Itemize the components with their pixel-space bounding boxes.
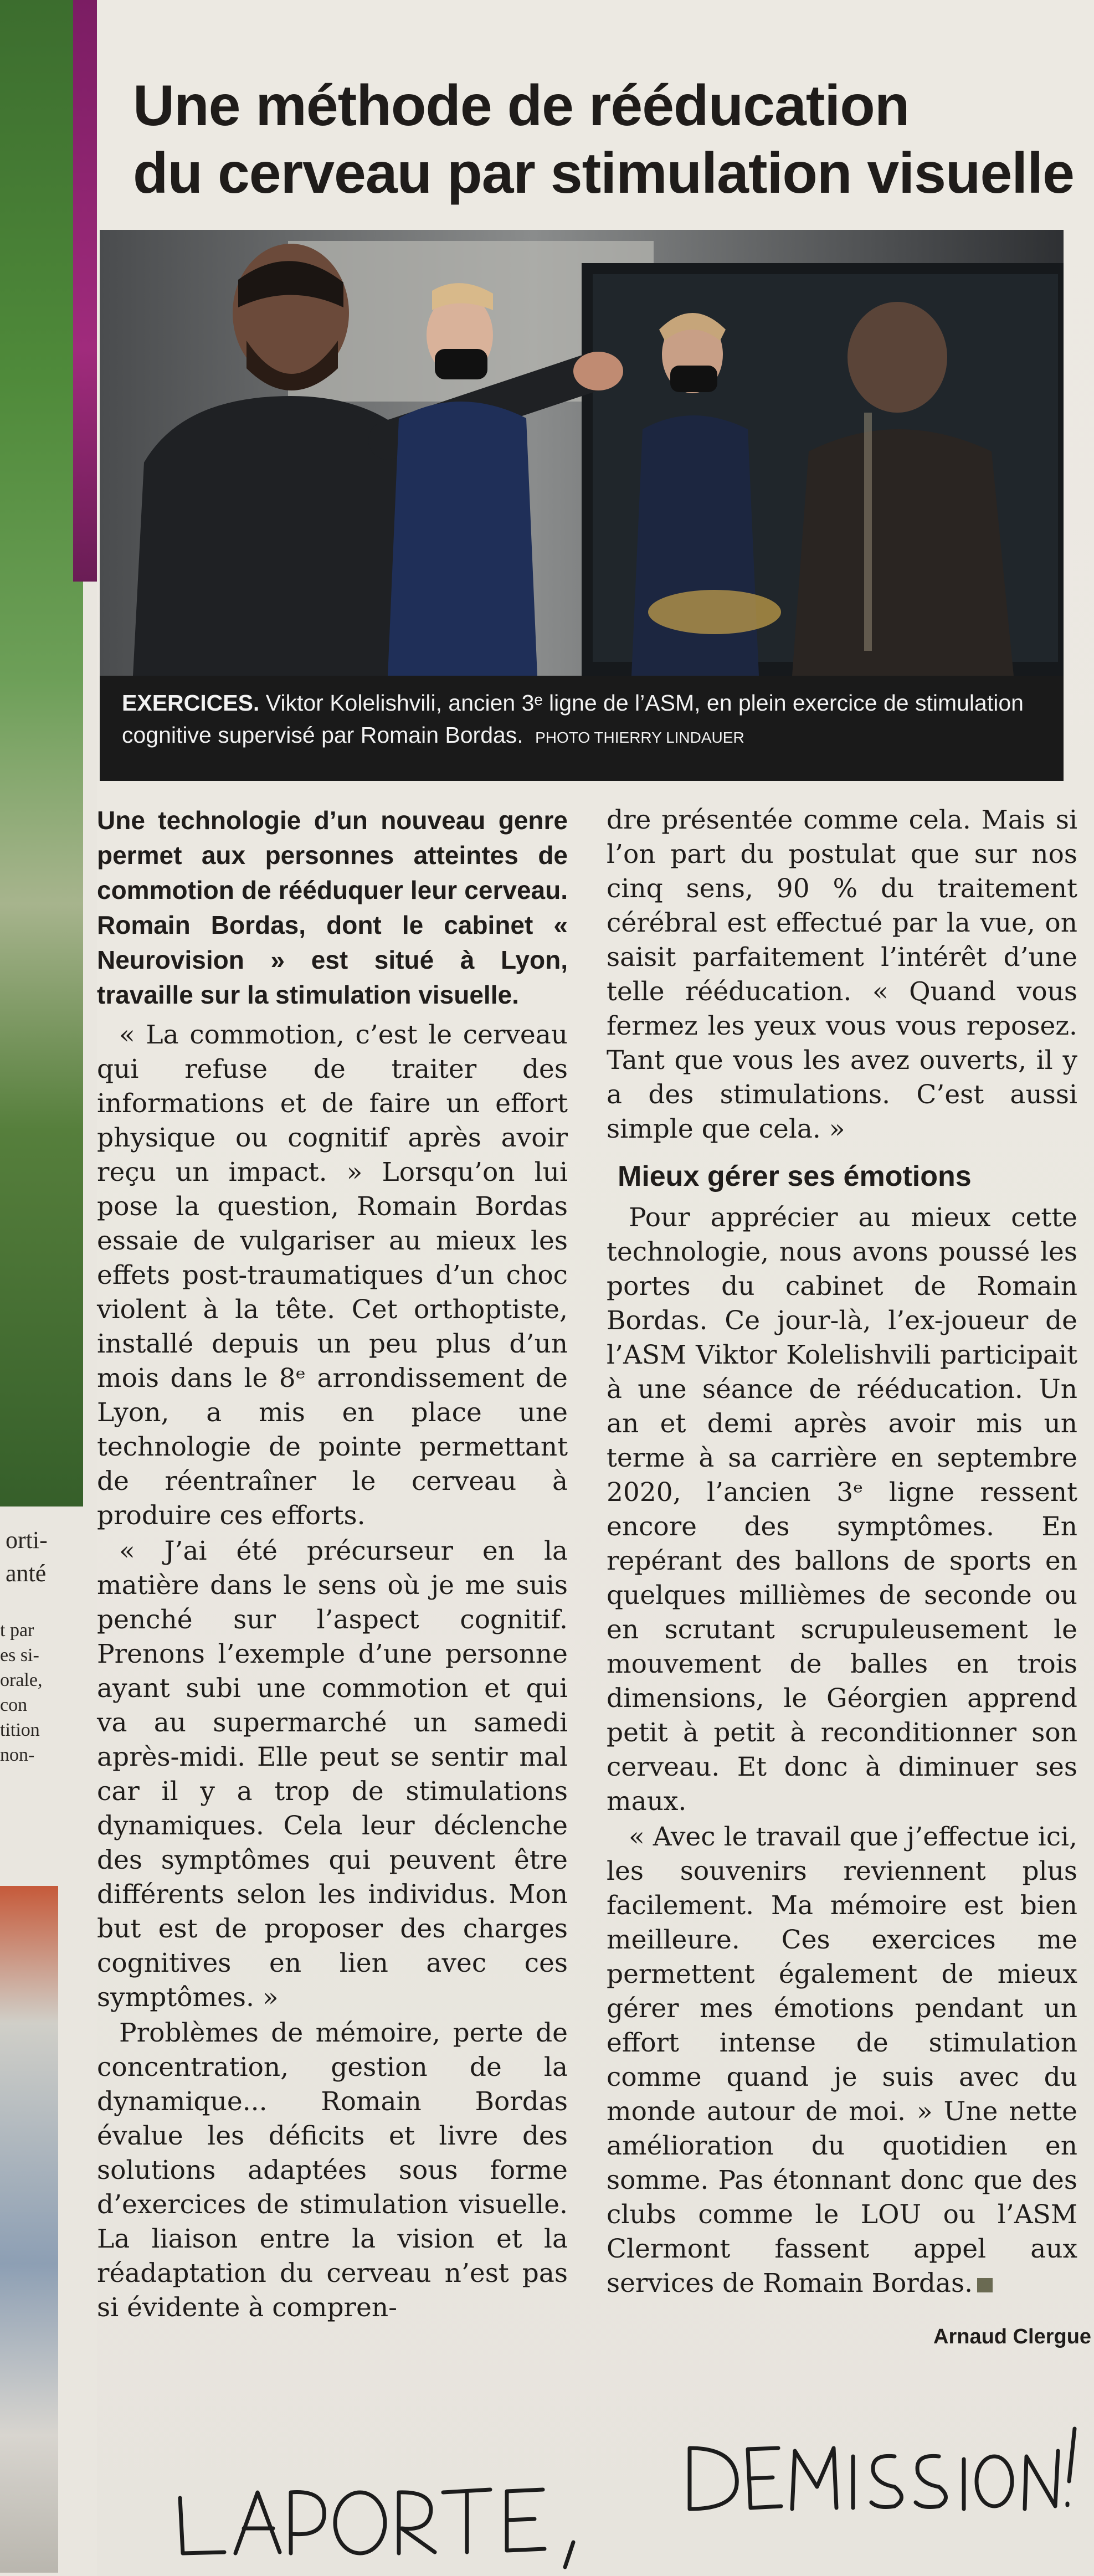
body-paragraph: Pour apprécier au mieux cette technologie, nous avons poussé les portes du cabinet de Romain Bordas. Ce jour-là, l’ex-joueur de l’ASM Viktor Kolelishvili participait à une séance de rééducation. Un an et demi après avoir mis un terme à sa carrière en septembre 2020, l’ancien 3ᵉ ligne ressent encore des symptômes. En repérant des ballons de sports en quelques millièmes de seconde ou en scrutant scrupuleusement le mouvement de balles en trois dimensions, le Géorgien apprend petit à petit à reconditionner son cerveau. Et donc à diminuer ses maux. — [607, 1202, 1077, 1817]
adjacent-photo-lower — [0, 1886, 58, 2573]
article-author: Arnaud Clergue — [933, 2325, 1092, 2348]
article-column-right — [607, 803, 1077, 2301]
photo-caption — [122, 687, 1052, 754]
newspaper-page — [97, 0, 1094, 2576]
article-column-left — [97, 803, 568, 2325]
body-paragraph: « J’ai été précurseur en la matière dans le sens où je me suis penché sur l’aspect cognitif. Prenons l’exemple d’une personne ayant subi une commotion et qui va au supermarché un samedi après-midi. Elle peut se sentir mal car il y a trop de stimulations dynamiques. Cela leur déclenche des symptômes qui peuvent être différents selon les individus. Mon but est de proposer des charges cognitives en lien avec ces symptômes. » — [97, 1536, 568, 2013]
end-of-article-mark — [977, 2278, 993, 2292]
body-paragraph: Problèmes de mémoire, perte de concentration, gestion de la dynamique... Romain Bordas évalue les déficits et livre des solutions adaptées sous forme d’exercices de stimulation visuelle. La liaison entre la vision et la réadaptation du cerveau n’est pas si évidente à compren- — [97, 2018, 568, 2323]
adjacent-text-line: es si- — [0, 1645, 39, 1665]
adjacent-text-line: anté — [6, 1560, 47, 1587]
handwritten-note — [174, 2426, 1088, 2570]
adjacent-text-line: t par — [0, 1620, 34, 1641]
adjacent-text-line: tition — [0, 1720, 40, 1740]
adjacent-text-line: con — [0, 1695, 28, 1715]
caption-label: EXERCICES. — [122, 690, 260, 716]
photo-credit: PHOTO THIERRY LINDAUER — [535, 729, 744, 746]
adjacent-photo — [0, 0, 83, 1506]
article-subheading: Mieux gérer ses émotions — [618, 1160, 972, 1192]
article-headline — [133, 72, 1075, 207]
caption-text: Viktor Kolelishvili, ancien 3ᵉ ligne de l’ASM, en plein exercice de stimulation cognitive supervisé par Romain Bordas. — [122, 690, 1024, 748]
article-lead: Une technologie d’un nouveau genre permet aux personnes atteintes de commotion de rééduquer leur cerveau. Romain Bordas, dont le cabinet « Neurovision » est situé à Lyon, travaille sur la stimulation visuelle. — [97, 806, 568, 1009]
body-paragraph — [607, 1820, 1077, 2301]
body-paragraph-text: « Avec le travail que j’effectue ici, les souvenirs reviennent plus facilement. Ma mémoire est bien meilleure. Ces exercices me permettent également de mieux gérer mes émotions pendant un effort intense de stimulation comme quand je suis avec du monde autour de moi. » Une nette amélioration du quotidien en somme. Pas étonnant donc que des clubs comme le LOU ou l’ASM Clermont fassent appel aux services de Romain Bordas. — [607, 1822, 1077, 2299]
body-paragraph: « La commotion, c’est le cerveau qui refuse de traiter des informations et de faire un effort physique ou cognitif après avoir reçu un impact. » Lorsqu’on lui pose la question, Romain Bordas essaie de vulgariser au mieux les effets post-traumatiques d’un choc violent à la tête. Cet orthoptiste, installé depuis un peu plus d’un mois dans le 8ᵉ arrondissement de Lyon, a mis en place une technologie de pointe permettant de réentraîner le cerveau à produire ces efforts. — [97, 1020, 568, 1531]
article-photo — [100, 230, 1064, 676]
headline-line: du cerveau par stimulation visuelle — [133, 141, 1074, 205]
body-paragraph: dre présentée comme cela. Mais si l’on part du postulat que sur nos cinq sens, 90 % du traitement cérébral est effectué par la vue, on saisit parfaitement l’intérêt d’une telle rééducation. « Quand vous fermez les yeux vous vous reposez. Tant que vous les avez ouverts, il y a des stimulations. C’est aussi simple que cela. » — [607, 805, 1077, 1144]
headline-line: Une méthode de rééducation — [133, 74, 910, 138]
photo-illustration — [100, 230, 1064, 676]
handwritten-note-drawing — [174, 2426, 1088, 2570]
adjacent-text-line: orale, — [0, 1670, 43, 1690]
adjacent-color-band — [73, 0, 97, 582]
adjacent-text-line: non- — [0, 1745, 35, 1765]
adjacent-text-line: orti- — [6, 1526, 48, 1554]
adjacent-clipping — [0, 0, 97, 2576]
article-photo-block — [100, 230, 1064, 781]
